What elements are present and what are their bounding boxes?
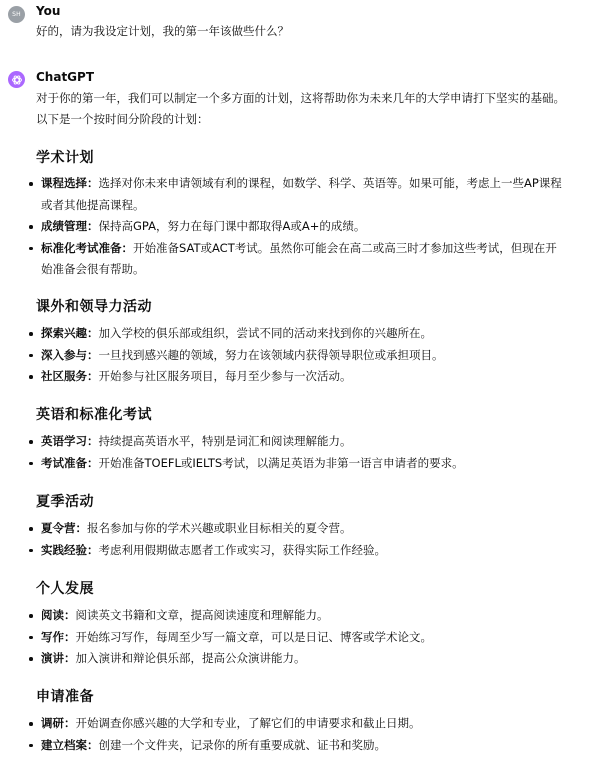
user-message: [0, 0, 603, 50]
item-label: 阅读：: [41, 608, 76, 622]
section-heading-academic: 学术计划: [36, 150, 94, 166]
user-avatar: [8, 6, 25, 23]
list-item: [26, 735, 566, 757]
section-heading-application: 申请准备: [36, 689, 94, 705]
item-label: 考试准备：: [41, 455, 99, 470]
list-item: [26, 540, 566, 562]
item-text: 阅读英文书籍和文章，提高阅读速度和理解能力。: [75, 608, 329, 622]
list-item: [26, 173, 566, 216]
item-text: 考虑利用假期做志愿者工作或实习，获得实际工作经验。: [98, 542, 386, 557]
item-text: 开始参与社区服务项目，每月至少参与一次活动。: [98, 369, 352, 383]
extracurricular-list: [26, 323, 566, 388]
section-heading-extracurricular: 课外和领导力活动: [36, 299, 152, 315]
item-text: 创建一个文件夹，记录你的所有重要成就、证书和奖励。: [98, 737, 386, 752]
item-text: 报名参加与你的学术兴趣或职业目标相关的夏令营。: [87, 521, 352, 535]
list-item: [26, 431, 566, 453]
item-label: 写作：: [41, 629, 76, 644]
list-item: [26, 345, 566, 367]
user-message-text: 好的，请为我设定计划，我的第一年该做些什么？: [36, 24, 289, 38]
personal-development-list: [26, 605, 566, 670]
item-label: 夏令营：: [41, 521, 87, 535]
item-label: 实践经验：: [41, 542, 99, 557]
item-label: 深入参与：: [41, 347, 99, 362]
section-heading-english-tests: 英语和标准化考试: [36, 407, 152, 423]
item-text: 一旦找到感兴趣的领域，努力在该领域内获得领导职位或承担项目。: [98, 347, 444, 362]
chatgpt-logo-icon: [8, 71, 25, 88]
item-text: 加入演讲和辩论俱乐部，提高公众演讲能力。: [75, 651, 306, 665]
item-text: 开始准备SAT或ACT考试。虽然你可能会在高二或高三时才参加这些考试，但现在开始准备会很有帮助。: [41, 240, 557, 276]
list-item: [26, 366, 566, 388]
list-item: [26, 648, 566, 670]
item-text: 保持高GPA，努力在每门课中都取得A或A+的成绩。: [98, 219, 366, 233]
application-prep-list: [26, 713, 566, 756]
item-label: 探索兴趣：: [41, 326, 99, 340]
english-tests-list: [26, 431, 566, 474]
item-text: 开始调查你感兴趣的大学和专业，了解它们的申请要求和截止日期。: [75, 716, 421, 730]
section-heading-summer: 夏季活动: [36, 494, 94, 510]
item-text: 选择对你未来申请领域有利的课程，如数学、科学、英语等。如果可能，考虑上一些AP课程或者其他提高课程。: [41, 176, 562, 212]
list-item: [26, 323, 566, 345]
assistant-name: ChatGPT: [36, 70, 95, 84]
list-item: [26, 627, 566, 649]
list-item: [26, 453, 566, 475]
assistant-intro: 对于你的第一年，我们可以制定一个多方面的计划，这将帮助你为未来几年的大学申请打下坚实的基础。以下是一个按时间分阶段的计划：: [36, 91, 565, 126]
item-label: 社区服务：: [41, 369, 99, 383]
item-label: 课程选择：: [41, 176, 99, 190]
summer-activities-list: [26, 518, 566, 561]
list-item: [26, 238, 566, 281]
list-item: [26, 216, 566, 238]
item-label: 标准化考试准备：: [41, 240, 133, 255]
item-text: 加入学校的俱乐部或组织，尝试不同的活动来找到你的兴趣所在。: [98, 326, 432, 340]
item-text: 持续提高英语水平，特别是词汇和阅读理解能力。: [98, 434, 352, 448]
openai-knot-icon: [11, 74, 23, 86]
list-item: [26, 518, 566, 540]
item-label: 演讲：: [41, 651, 76, 665]
assistant-message: [0, 60, 603, 767]
list-item: [26, 605, 566, 627]
section-heading-personal: 个人发展: [36, 581, 94, 597]
item-label: 成绩管理：: [41, 219, 99, 233]
item-text: 开始准备TOEFL或IELTS考试，以满足英语为非第一语言申请者的要求。: [98, 455, 464, 470]
academic-plan-list: [26, 173, 566, 281]
user-avatar-initials: SH: [12, 11, 21, 18]
list-item: [26, 713, 566, 735]
item-label: 调研：: [41, 716, 76, 730]
item-label: 建立档案：: [41, 737, 99, 752]
item-text: 开始练习写作，每周至少写一篇文章，可以是日记、博客或学术论文。: [75, 629, 432, 644]
item-label: 英语学习：: [41, 434, 99, 448]
user-name: You: [36, 4, 61, 18]
